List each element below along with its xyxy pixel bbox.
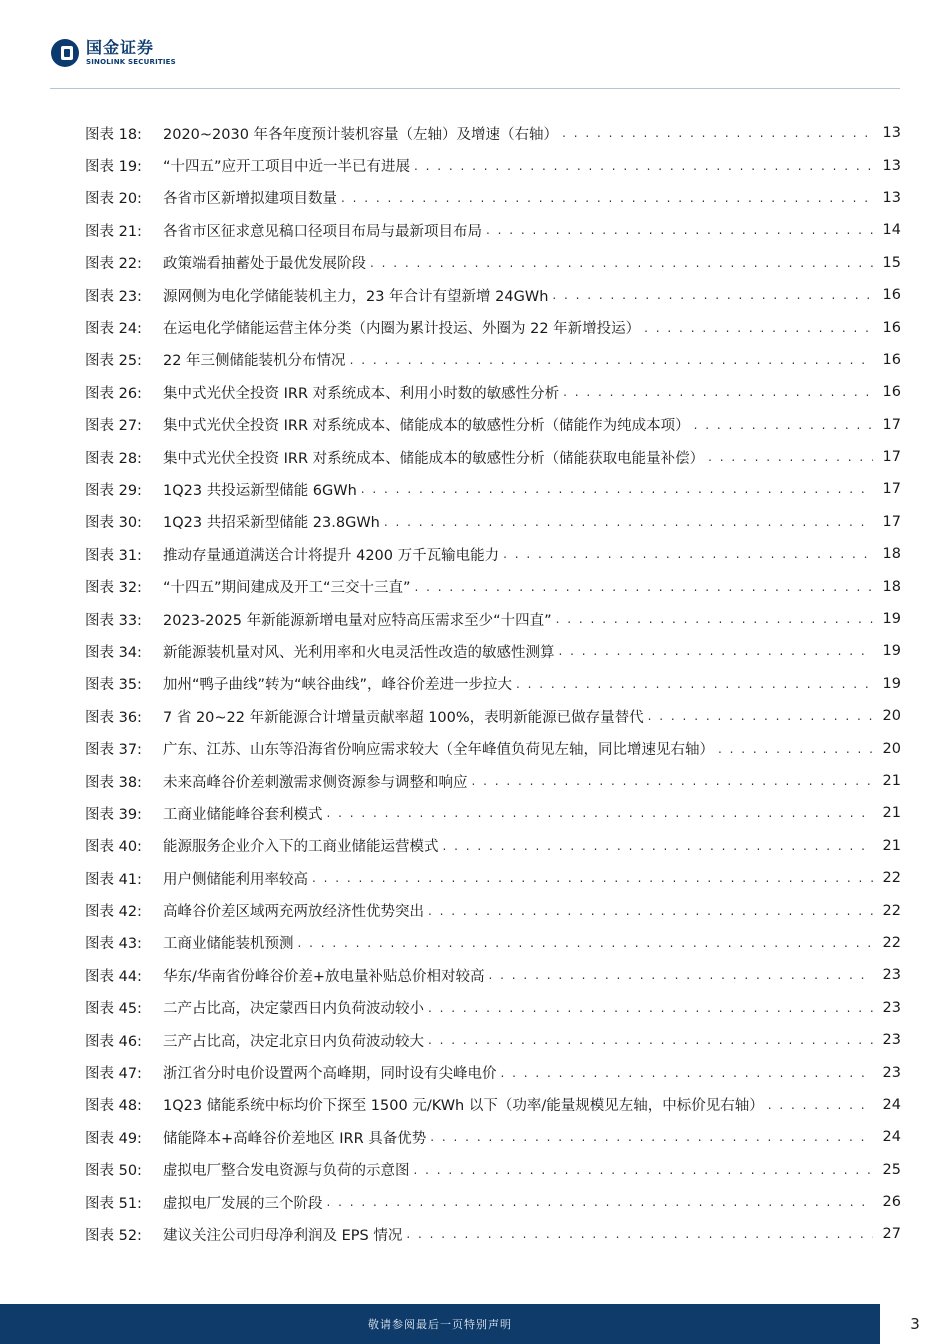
toc-dot-leader	[430, 1130, 873, 1144]
toc-entry-page: 17	[882, 481, 901, 498]
toc-entry[interactable]	[85, 473, 901, 505]
toc-entry[interactable]	[85, 830, 901, 862]
toc-entry[interactable]	[85, 149, 901, 181]
toc-entry[interactable]	[85, 506, 901, 538]
toc-entry-title: 2023-2025 年新能源新增电量对应特高压需求至少“十四直”	[163, 612, 552, 629]
toc-entry-label: 图表 38:	[85, 774, 142, 791]
toc-entry[interactable]	[85, 1056, 901, 1088]
toc-entry-page: 26	[882, 1194, 901, 1211]
toc-dot-leader	[312, 871, 873, 885]
toc-entry-label: 图表 43:	[85, 936, 142, 953]
toc-entry-label: 图表 34:	[85, 644, 142, 661]
toc-entry-title: 浙江省分时电价设置两个高峰期，同时设有尖峰电价	[163, 1066, 497, 1083]
toc-entry-page: 22	[882, 902, 901, 919]
toc-entry-label: 图表 40:	[85, 839, 142, 856]
toc-entry-label: 图表 20:	[85, 191, 142, 208]
toc-entry-page: 16	[882, 287, 901, 304]
toc-entry-title: 政策端看抽蓄处于最优发展阶段	[163, 256, 366, 273]
toc-entry-label: 图表 32:	[85, 580, 142, 597]
toc-entry-label: 图表 37:	[85, 742, 142, 759]
toc-dot-leader	[501, 1066, 874, 1080]
toc-entry[interactable]	[85, 1154, 901, 1186]
toc-entry-page: 23	[882, 1064, 901, 1081]
toc-entry-page: 19	[882, 643, 901, 660]
toc-dot-leader	[428, 904, 873, 918]
toc-dot-leader	[414, 1163, 874, 1177]
toc-entry-page: 14	[882, 222, 901, 239]
toc-entry-page: 23	[882, 1032, 901, 1049]
toc-entry-title: 新能源装机量对风、光利用率和火电灵活性改造的敏感性测算	[163, 644, 555, 661]
toc-entry-label: 图表 41:	[85, 871, 142, 888]
toc-entry-page: 19	[882, 611, 901, 628]
toc-entry-label: 图表 27:	[85, 418, 142, 435]
toc-entry[interactable]	[85, 1121, 901, 1153]
toc-entry[interactable]	[85, 668, 901, 700]
toc-entry[interactable]	[85, 1186, 901, 1218]
toc-entry-page: 24	[882, 1096, 901, 1113]
toc-dot-leader	[768, 1098, 873, 1112]
toc-entry-label: 图表 36:	[85, 709, 142, 726]
toc-entry[interactable]	[85, 117, 901, 149]
toc-entry-title: 高峰谷价差区域两充两放经济性优势突出	[163, 904, 424, 921]
toc-entry-label: 图表 25:	[85, 353, 142, 370]
toc-dot-leader	[559, 644, 874, 658]
toc-dot-leader	[556, 612, 873, 626]
toc-entry-title: 储能降本+高峰谷价差地区 IRR 具备优势	[163, 1130, 427, 1147]
page-number: 3	[910, 1315, 920, 1333]
toc-dot-leader	[406, 1227, 873, 1241]
toc-entry[interactable]	[85, 344, 901, 376]
toc-entry-label: 图表 30:	[85, 515, 142, 532]
toc-entry[interactable]	[85, 959, 901, 991]
toc-entry-label: 图表 44:	[85, 968, 142, 985]
toc-entry-page: 21	[882, 773, 901, 789]
toc-entry-label: 图表 19:	[85, 159, 142, 176]
toc-dot-leader	[503, 547, 873, 561]
toc-entry-page: 16	[882, 351, 901, 368]
toc-entry-page: 21	[882, 805, 901, 822]
toc-entry-page: 22	[882, 934, 901, 951]
toc-entry[interactable]	[85, 635, 901, 667]
toc-entry-label: 图表 51:	[85, 1195, 142, 1212]
toc-entry-title: 广东、江苏、山东等沿海省份响应需求较大（全年峰值负荷见左轴，同比增速见右轴）	[163, 742, 714, 759]
toc-entry-title: 集中式光伏全投资 IRR 对系统成本、利用小时数的敏感性分析	[163, 385, 560, 402]
toc-entry-label: 图表 46:	[85, 1033, 142, 1050]
header-divider	[50, 88, 900, 89]
toc-entry-title: 1Q23 储能系统中标均价下探至 1500 元/KWh 以下（功率/能量规模见左轴，中标价见右轴）	[163, 1098, 764, 1115]
figure-index-list	[85, 117, 901, 1251]
toc-entry-label: 图表 33:	[85, 612, 142, 629]
toc-entry[interactable]	[85, 992, 901, 1024]
toc-entry-label: 图表 52:	[85, 1227, 142, 1244]
toc-entry-label: 图表 45:	[85, 1001, 142, 1018]
toc-dot-leader	[694, 418, 873, 432]
toc-entry-title: 虚拟电厂整合发电资源与负荷的示意图	[163, 1163, 410, 1180]
toc-entry[interactable]	[85, 1218, 901, 1250]
toc-entry-title: 集中式光伏全投资 IRR 对系统成本、储能成本的敏感性分析（储能获取电能量补偿）	[163, 450, 705, 467]
toc-entry-label: 图表 22:	[85, 256, 142, 273]
toc-entry-page: 17	[882, 449, 901, 466]
sinolink-logo-icon	[50, 38, 80, 68]
toc-dot-leader	[486, 223, 873, 237]
toc-entry-label: 图表 31:	[85, 547, 142, 564]
toc-entry-title: 工商业储能装机预测	[163, 936, 294, 953]
toc-entry[interactable]	[85, 538, 901, 570]
toc-dot-leader	[552, 288, 873, 302]
toc-entry-title: 各省市区征求意见稿口径项目布局与最新项目布局	[163, 223, 482, 240]
toc-entry[interactable]	[85, 311, 901, 343]
toc-entry-page: 17	[882, 513, 901, 530]
toc-entry-title: 用户侧储能利用率较高	[163, 871, 308, 888]
toc-entry-label: 图表 47:	[85, 1066, 142, 1083]
toc-entry[interactable]	[85, 1024, 901, 1056]
toc-entry-title: “十四五”期间建成及开工“三交十三直”	[163, 580, 411, 597]
toc-entry[interactable]	[85, 927, 901, 959]
toc-entry-label: 图表 21:	[85, 223, 142, 240]
toc-dot-leader	[414, 159, 873, 173]
toc-dot-leader	[350, 353, 873, 367]
toc-entry-title: “十四五”应开工项目中近一半已有进展	[163, 159, 411, 176]
toc-entry[interactable]	[85, 214, 901, 246]
toc-entry-label: 图表 26:	[85, 385, 142, 402]
toc-entry-page: 17	[882, 416, 901, 433]
toc-entry-title: 源网侧为电化学储能装机主力，23 年合计有望新增 24GWh	[163, 288, 549, 305]
toc-dot-leader	[370, 256, 873, 270]
toc-entry[interactable]	[85, 1089, 901, 1121]
toc-entry-title: 二产占比高，决定蒙西日内负荷波动较小	[163, 1001, 424, 1018]
toc-entry-label: 图表 24:	[85, 321, 142, 338]
toc-entry[interactable]	[85, 182, 901, 214]
toc-entry-title: 能源服务企业介入下的工商业储能运营模式	[163, 839, 439, 856]
toc-dot-leader	[718, 742, 873, 756]
toc-dot-leader	[384, 515, 873, 529]
toc-entry-label: 图表 29:	[85, 482, 142, 499]
toc-entry-label: 图表 48:	[85, 1098, 142, 1115]
toc-entry-label: 图表 42:	[85, 904, 142, 921]
toc-entry[interactable]	[85, 765, 901, 797]
brand-name-en: SINOLINK SECURITIES	[86, 58, 176, 66]
toc-dot-leader	[648, 709, 873, 723]
toc-entry-page: 16	[882, 319, 901, 336]
toc-entry-page: 13	[882, 157, 901, 174]
toc-entry-page: 21	[882, 837, 901, 854]
toc-entry-title: 1Q23 共投运新型储能 6GWh	[163, 482, 357, 499]
toc-dot-leader	[443, 839, 874, 853]
toc-dot-leader	[563, 385, 873, 399]
footer-disclaimer: 敬请参阅最后一页特别声明	[368, 1318, 512, 1331]
toc-dot-leader	[644, 321, 873, 335]
toc-dot-leader	[516, 677, 873, 691]
toc-entry[interactable]	[85, 279, 901, 311]
toc-dot-leader	[428, 1033, 873, 1047]
toc-dot-leader	[428, 1001, 873, 1015]
toc-entry-page: 23	[882, 999, 901, 1016]
toc-entry-page: 16	[882, 384, 901, 401]
toc-entry-title: 22 年三侧储能装机分布情况	[163, 353, 346, 370]
toc-entry[interactable]	[85, 732, 901, 764]
toc-dot-leader	[472, 774, 874, 788]
toc-entry-label: 图表 39:	[85, 806, 142, 823]
toc-entry-label: 图表 23:	[85, 288, 142, 305]
toc-entry-page: 23	[882, 967, 901, 984]
toc-entry-title: 华东/华南省份峰谷价差+放电量补贴总价相对较高	[163, 968, 485, 985]
toc-dot-leader	[489, 968, 873, 982]
toc-entry-title: 集中式光伏全投资 IRR 对系统成本、储能成本的敏感性分析（储能作为纯成本项）	[163, 418, 690, 435]
toc-dot-leader	[708, 450, 873, 464]
toc-entry-title: 未来高峰谷价差刺激需求侧资源参与调整和响应	[163, 774, 468, 791]
toc-entry-page: 25	[882, 1161, 901, 1178]
toc-dot-leader	[327, 1195, 874, 1209]
toc-entry[interactable]	[85, 570, 901, 602]
toc-entry-title: 7 省 20~22 年新能源合计增量贡献率超 100%，表明新能源已做存量替代	[163, 709, 644, 726]
toc-entry-title: 推动存量通道满送合计将提升 4200 万千瓦输电能力	[163, 547, 500, 564]
toc-entry[interactable]	[85, 700, 901, 732]
page-header	[0, 0, 950, 90]
toc-entry-page: 18	[882, 578, 901, 595]
toc-entry-page: 15	[882, 254, 901, 271]
toc-entry-title: 虚拟电厂发展的三个阶段	[163, 1195, 323, 1212]
toc-entry[interactable]	[85, 441, 901, 473]
toc-entry[interactable]	[85, 797, 901, 829]
toc-dot-leader	[327, 806, 874, 820]
toc-entry[interactable]	[85, 603, 901, 635]
brand-name-cn: 国金证券	[86, 38, 155, 57]
toc-entry-label: 图表 18:	[85, 126, 142, 143]
toc-entry-page: 22	[882, 870, 901, 887]
toc-entry-title: 建议关注公司归母净利润及 EPS 情况	[163, 1227, 403, 1244]
toc-entry-page: 20	[882, 740, 901, 757]
toc-entry-title: 工商业储能峰谷套利模式	[163, 806, 323, 823]
toc-dot-leader	[298, 936, 874, 950]
toc-entry-title: 加州“鸭子曲线”转为“峡谷曲线”，峰谷价差进一步拉大	[163, 677, 513, 694]
toc-entry-page: 19	[882, 675, 901, 692]
toc-dot-leader	[341, 191, 873, 205]
toc-entry-title: 三产占比高，决定北京日内负荷波动较大	[163, 1033, 424, 1050]
toc-entry-label: 图表 28:	[85, 450, 142, 467]
toc-entry-page: 13	[882, 189, 901, 206]
toc-entry-title: 1Q23 共招采新型储能 23.8GWh	[163, 515, 380, 532]
brand-logo	[50, 38, 176, 68]
toc-dot-leader	[415, 580, 873, 594]
toc-entry[interactable]	[85, 894, 901, 926]
toc-entry-label: 图表 50:	[85, 1163, 142, 1180]
toc-entry[interactable]	[85, 247, 901, 279]
toc-entry-title: 各省市区新增拟建项目数量	[163, 191, 337, 208]
toc-entry-label: 图表 49:	[85, 1130, 142, 1147]
toc-dot-leader	[562, 126, 873, 140]
toc-entry-page: 13	[882, 125, 901, 142]
toc-entry-label: 图表 35:	[85, 677, 142, 694]
toc-entry[interactable]	[85, 409, 901, 441]
toc-entry-page: 20	[882, 708, 901, 725]
toc-entry-page: 18	[882, 546, 901, 563]
toc-entry[interactable]	[85, 376, 901, 408]
toc-entry-page: 24	[882, 1129, 901, 1146]
toc-entry[interactable]	[85, 862, 901, 894]
toc-entry-title: 在运电化学储能运营主体分类（内圈为累计投运、外圈为 22 年新增投运）	[163, 321, 641, 338]
toc-dot-leader	[361, 482, 873, 496]
toc-entry-title: 2020~2030 年各年度预计装机容量（左轴）及增速（右轴）	[163, 126, 559, 143]
toc-entry-page: 27	[882, 1226, 901, 1243]
